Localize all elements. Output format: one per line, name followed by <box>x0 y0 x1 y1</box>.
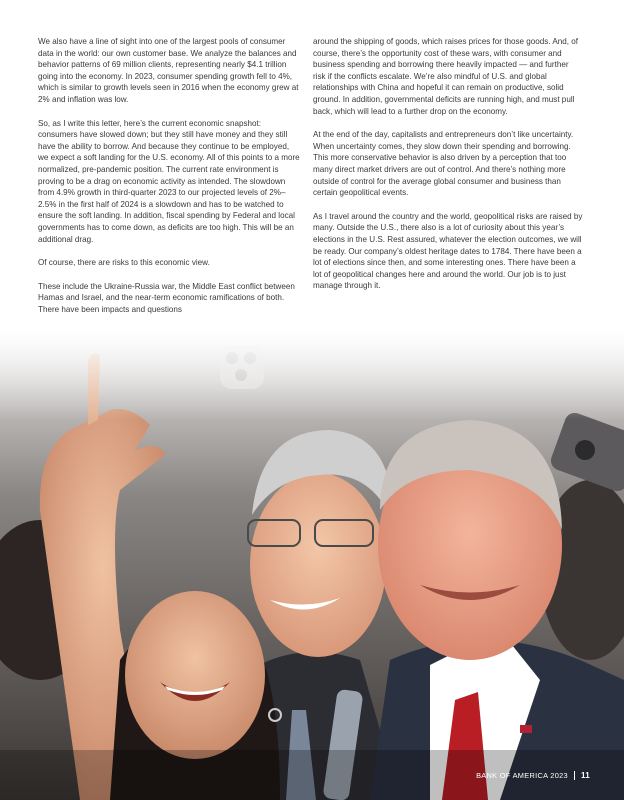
publication-title: BANK OF AMERICA 2023 <box>476 771 568 780</box>
page-number: 11 <box>580 771 590 780</box>
right-text-column <box>313 36 583 304</box>
flag-pin <box>520 725 532 733</box>
article-text-area <box>0 0 624 360</box>
left-text-column <box>38 36 300 327</box>
phone-top <box>220 345 264 389</box>
paragraph: around the shipping of goods, which raises prices for those goods. And, of course, there’s the opportunity cost of these wars, with consumer and business spending and borrowing there heavily impacted — and further risk if the conflicts escalate. We’re also mindful of U.S. and global relationships with China and hopeful it can remain on productive, solid ground. In addition, governmental deficits are running high, and must pull back, which will lead to a further drop on the economy. <box>313 37 579 116</box>
paragraph: So, as I write this letter, here’s the current economic snapshot: consumers have slowed down; but they still have money and they still have the ability to borrow. And because they continue to be employed, we expect a soft landing for the U.S. economy. All of this points to a more normalized, pre-pandemic position. The current rate environment is proving to be a drag on economic activity as intended. The slowdown from 4.9% growth in third-quarter 2023 to our projected levels of 2%–2.5% in the first half of 2024 is a slowdown and has to be watched to ensure the soft landing. In addition, fiscal spending by Federal and local governments has to come down, as deficits are too high. This will be an additional drag. <box>38 118 300 244</box>
face-woman <box>125 591 265 759</box>
camera-lens <box>575 440 595 460</box>
paragraph: As I travel around the country and the world, geopolitical risks are raised by many. Outside the U.S., there also is a lot of curiosity about this year’s elections in the U.S. Rest assured, whatever the election outcomes, we will be ready. Our company’s oldest heritage dates to 1784. There have been a lot of elections since then, and some interesting ones. There have been a lot of geopolitical changes here and around the world. Our job is to just manage through it. <box>313 211 583 291</box>
selfie-photo <box>0 330 624 800</box>
page-footer <box>476 771 590 780</box>
footer-divider <box>574 771 575 780</box>
paragraph: These include the Ukraine-Russia war, the Middle East conflict between Hamas and Israel, and the near-term economic ramifications of both. There have been impacts and questions <box>38 281 295 314</box>
face-glasses-man <box>250 473 386 657</box>
paragraph: We also have a line of sight into one of the largest pools of consumer data in the world: our own customer base. We analyze the balances and behavior patterns of 69 million clients, representing nearly $4.1 trillion going into the economy. In 2023, consumer spending growth fell to 4%, which is similar to growth levels seen in 2016 when the economy grew at 2% and inflation was low. <box>38 37 299 104</box>
paragraph: Of course, there are risks to this economic view. <box>38 258 210 268</box>
paragraph: At the end of the day, capitalists and entrepreneurs don’t like uncertainty. When uncertainty comes, they slow down their spending and borrowing. This more conservative behavior is also driven by a perception that too many direct market drivers are out of control. And there’s nothing more outside of control for the average global consumer and business than certain geopolitical events. <box>313 130 574 198</box>
